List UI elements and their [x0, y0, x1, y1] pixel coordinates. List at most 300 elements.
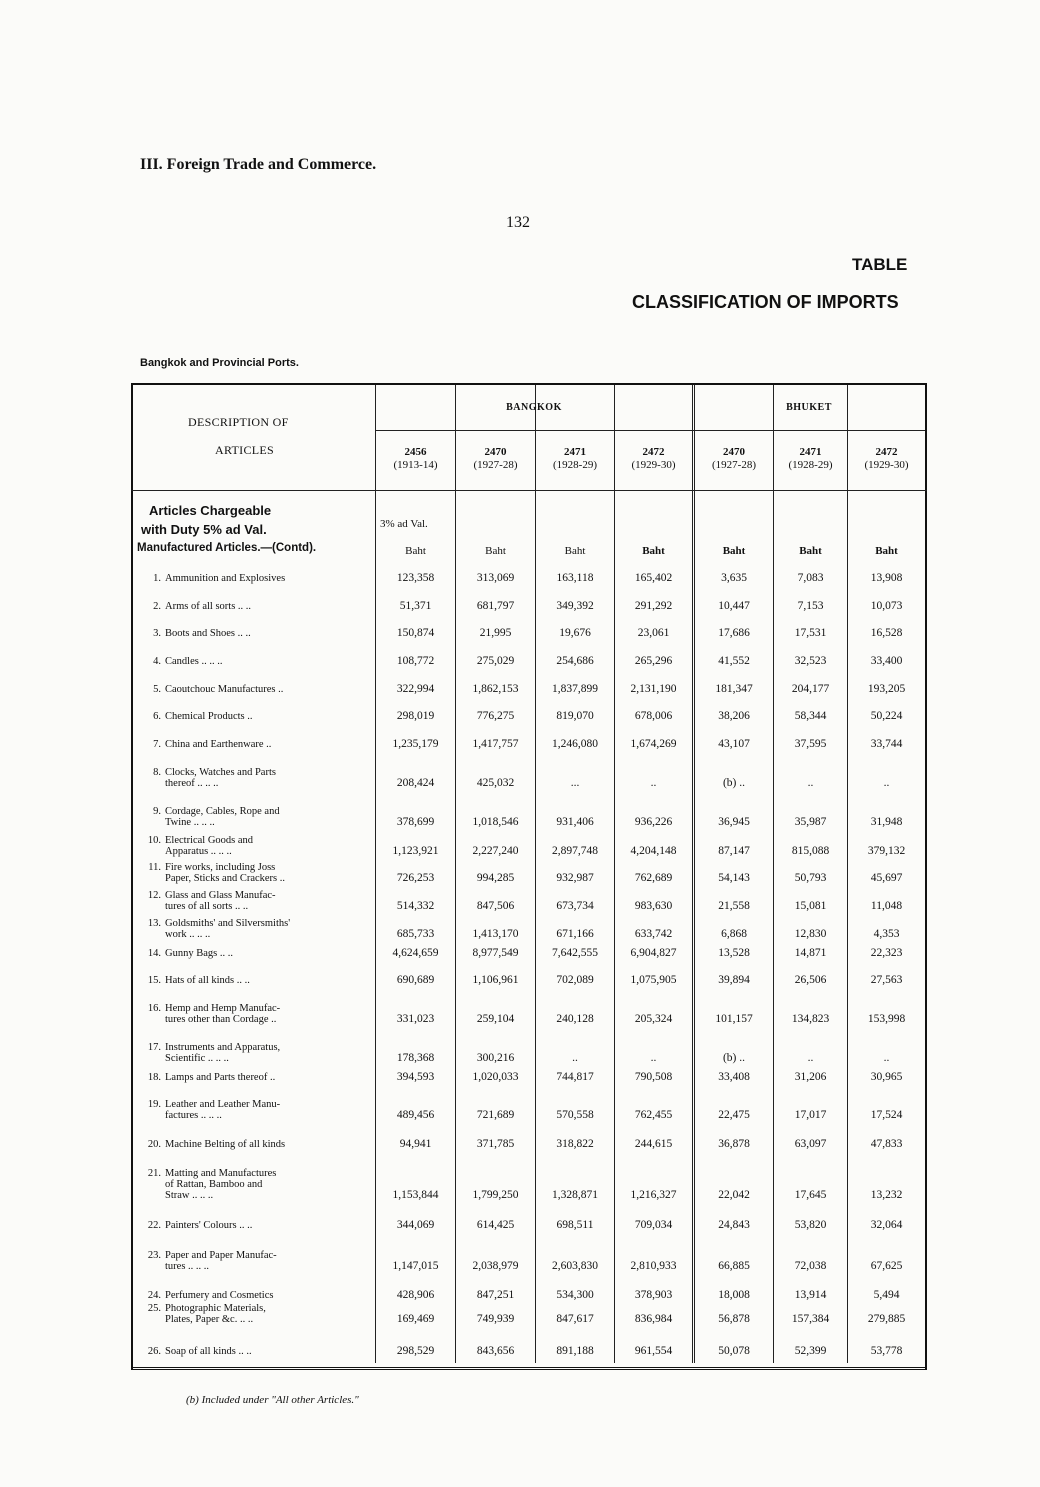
table-cell: 847,251: [476, 1289, 515, 1301]
row-description: [137, 573, 367, 584]
row-description: [137, 1099, 367, 1121]
row-description-line: Leather and Leather Manu-: [165, 1099, 281, 1110]
column-period: (1927-28): [473, 459, 518, 471]
table-cell: 13,232: [870, 1189, 903, 1201]
row-description: [137, 656, 367, 667]
row-description-line: Hemp and Hemp Manufac-: [165, 1003, 281, 1014]
row-description-line: Photographic Materials,: [165, 1303, 266, 1314]
unit-label: Baht: [564, 545, 586, 557]
table-cell: 762,455: [634, 1109, 673, 1121]
row-description-line: China and Earthenware ..: [165, 739, 272, 750]
row-description: [137, 684, 367, 695]
row-description: [137, 1072, 367, 1083]
table-cell: 17,017: [794, 1109, 827, 1121]
row-number: 17.: [147, 1042, 161, 1053]
row-number: 10.: [147, 835, 161, 846]
row-description-line: Cordage, Cables, Rope and: [165, 806, 280, 817]
table-cell: 4,624,659: [392, 947, 439, 959]
table-cell: ..: [883, 1052, 890, 1064]
table-cell: 843,656: [476, 1345, 515, 1357]
row-description-first: [137, 918, 367, 929]
group-header-bhuket: BHUKET: [786, 402, 832, 413]
row-description-first: [137, 975, 367, 986]
table-cell: (b) ..: [722, 777, 746, 789]
category-line: Manufactured Articles.—(Contd).: [137, 542, 317, 554]
table-cell: 291,292: [634, 600, 673, 612]
row-description-line: Painters' Colours .. ..: [165, 1220, 253, 1231]
row-description-line: Caoutchouc Manufactures ..: [165, 684, 284, 695]
row-description: [137, 711, 367, 722]
table-cell: 685,733: [396, 928, 435, 940]
row-description: [137, 948, 367, 959]
table-cell: 36,878: [718, 1138, 750, 1150]
column-period: (1929-30): [631, 459, 676, 471]
column-year: 2456: [404, 446, 427, 458]
table-cell: 38,206: [718, 710, 750, 722]
table-cell: 1,235,179: [392, 738, 439, 750]
table-cell: 2,810,933: [630, 1260, 677, 1272]
row-number: 8.: [153, 767, 161, 778]
table-cell: 50,224: [870, 710, 903, 722]
table-cell: 24,843: [718, 1219, 750, 1231]
table-label: TABLE: [852, 255, 908, 274]
table-cell: 1,862,153: [472, 683, 519, 695]
table-cell: 50,793: [794, 872, 827, 884]
row-number: 13.: [147, 918, 161, 929]
column-header: [376, 446, 455, 472]
table-cell: 31,948: [870, 816, 903, 828]
table-cell: 1,020,033: [472, 1071, 519, 1083]
table-cell: 671,166: [556, 928, 594, 940]
table-cell: 13,914: [794, 1289, 827, 1301]
table-cell: 726,253: [396, 872, 435, 884]
table-cell: 67,625: [870, 1260, 903, 1272]
table-cell: 1,147,015: [392, 1260, 439, 1272]
table-cell: 322,994: [396, 683, 435, 695]
column-period: (1913-14): [393, 459, 438, 471]
row-description-first: [137, 835, 367, 846]
table-cell: 8,977,549: [472, 947, 519, 959]
table-border-left: [131, 383, 133, 1369]
table-cell: 2,038,979: [472, 1260, 519, 1272]
row-number: 23.: [147, 1250, 161, 1261]
column-header: [695, 446, 773, 472]
table-cell: 994,285: [476, 872, 515, 884]
table-cell: 681,797: [476, 600, 515, 612]
row-description: [137, 1250, 367, 1272]
row-description-line: Glass and Glass Manufac-: [165, 890, 276, 901]
row-number: 24.: [147, 1290, 161, 1301]
table-cell: 298,019: [396, 710, 435, 722]
row-number: 18.: [147, 1072, 161, 1083]
table-cell: 1,837,899: [552, 683, 598, 695]
table-cell: 17,524: [870, 1109, 903, 1121]
row-number: 15.: [147, 975, 161, 986]
table-cell: 27,563: [870, 974, 903, 986]
row-description-first: [137, 1346, 367, 1357]
row-description: [137, 739, 367, 750]
table-cell: 313,069: [476, 572, 515, 584]
table-cell: 43,107: [718, 738, 750, 750]
row-description-line: tures other than Cordage ..: [165, 1014, 277, 1025]
table-cell: 13,908: [870, 572, 903, 584]
table-cell: 47,833: [870, 1138, 903, 1150]
row-description: [137, 628, 367, 639]
group-divider: [375, 430, 925, 431]
description-header-line1: DESCRIPTION OF: [188, 415, 289, 429]
table-cell: 1,799,250: [472, 1189, 519, 1201]
table-cell: 7,083: [797, 572, 824, 584]
row-description-first: [137, 1003, 367, 1014]
column-year: 2471: [799, 446, 822, 458]
column-year: 2470: [484, 446, 507, 458]
table-cell: 378,699: [396, 816, 435, 828]
row-description-first: [137, 890, 367, 901]
table-cell: 936,226: [634, 816, 673, 828]
table-cell: 790,508: [634, 1071, 673, 1083]
row-description: [137, 862, 367, 884]
row-description: [137, 1346, 367, 1357]
row-description-line: Arms of all sorts .. ..: [165, 601, 252, 612]
column-header: [456, 446, 535, 472]
table-cell: 10,073: [870, 600, 903, 612]
row-description-line: Twine .. .. ..: [165, 817, 215, 828]
unit-label: Baht: [799, 545, 822, 557]
row-description-line: Ammunition and Explosives: [165, 573, 286, 584]
row-description-first: [137, 1139, 367, 1150]
table-cell: 63,097: [794, 1138, 827, 1150]
row-description-first: [137, 1072, 367, 1083]
table-cell: ..: [883, 777, 890, 789]
table-cell: 12,830: [794, 928, 827, 940]
row-description-line: of Rattan, Bamboo and: [165, 1179, 263, 1190]
table-cell: 1,674,269: [630, 738, 677, 750]
table-cell: ..: [572, 1052, 578, 1064]
table-cell: 534,300: [556, 1289, 594, 1301]
table-cell: 371,785: [476, 1138, 515, 1150]
row-description-first: [137, 1220, 367, 1231]
row-number: 11.: [148, 862, 161, 873]
table-cell: 193,205: [867, 683, 906, 695]
table-cell: 11,048: [870, 900, 903, 912]
table-cell: (b) ..: [722, 1052, 746, 1064]
table-cell: 259,104: [476, 1013, 515, 1025]
table-cell: 205,324: [634, 1013, 673, 1025]
table-cell: 1,216,327: [630, 1189, 677, 1201]
table-cell: 39,894: [718, 974, 750, 986]
unit-label: Baht: [405, 545, 426, 557]
row-number: 20.: [147, 1139, 161, 1150]
table-cell: 265,296: [634, 655, 673, 667]
table-cell: 94,941: [399, 1138, 432, 1150]
table-cell: 14,871: [794, 947, 827, 959]
header-divider: [131, 490, 927, 491]
table-cell: 776,275: [476, 710, 515, 722]
table-cell: 21,558: [718, 900, 750, 912]
table-cell: 1,075,905: [630, 974, 677, 986]
column-header: [848, 446, 925, 472]
row-description-first: [137, 739, 367, 750]
table-cell: 169,469: [396, 1313, 435, 1325]
table-cell: 101,157: [715, 1013, 753, 1025]
table-cell: 52,399: [794, 1345, 827, 1357]
row-description-first: [137, 862, 367, 873]
row-description: [137, 1003, 367, 1025]
ports-label: Bangkok and Provincial Ports.: [140, 357, 299, 369]
table-cell: 344,069: [396, 1219, 435, 1231]
table-cell: 1,123,921: [392, 845, 439, 857]
table-cell: 66,885: [718, 1260, 750, 1272]
table-cell: 298,529: [396, 1345, 435, 1357]
table-cell: 819,070: [556, 710, 594, 722]
row-description-line: Fire works, including Joss: [165, 862, 276, 873]
table-cell: 932,987: [556, 872, 594, 884]
table-cell: 32,064: [870, 1219, 903, 1231]
row-number: 1.: [153, 573, 161, 584]
table-cell: 2,227,240: [472, 845, 519, 857]
table-cell: 318,822: [556, 1138, 594, 1150]
row-description: [137, 1042, 367, 1064]
table-cell: 26,506: [794, 974, 827, 986]
table-cell: 181,347: [715, 683, 753, 695]
table-cell: 514,332: [396, 900, 435, 912]
table-cell: 983,630: [634, 900, 673, 912]
description-header-line2: ARTICLES: [215, 443, 275, 457]
table-title: CLASSIFICATION OF IMPORTS: [632, 292, 899, 312]
table-cell: 836,984: [634, 1313, 673, 1325]
row-description-line: factures .. .. ..: [165, 1110, 222, 1121]
category-line: with Duty 5% ad Val.: [141, 522, 267, 537]
table-cell: 56,878: [718, 1313, 750, 1325]
column-header: [536, 446, 614, 472]
table-cell: 22,475: [718, 1109, 750, 1121]
footnote: (b) Included under "All other Articles.": [186, 1394, 359, 1406]
column-header: [615, 446, 692, 472]
row-description-first: [137, 656, 367, 667]
row-description-first: [137, 601, 367, 612]
row-number: 2.: [153, 601, 161, 612]
row-description-first: [137, 1042, 367, 1053]
table-cell: ..: [807, 1052, 814, 1064]
row-number: 26.: [147, 1346, 161, 1357]
table-cell: 35,987: [794, 816, 827, 828]
table-cell: 6,868: [721, 928, 747, 940]
table-cell: 614,425: [476, 1219, 515, 1231]
table-cell: 17,645: [794, 1189, 827, 1201]
table-cell: 762,689: [634, 872, 673, 884]
table-border-right: [925, 383, 927, 1369]
table-cell: 275,029: [476, 655, 515, 667]
row-description-first: [137, 1099, 367, 1110]
table-cell: 709,034: [634, 1219, 673, 1231]
table-cell: 721,689: [476, 1109, 515, 1121]
table-cell: 4,353: [873, 928, 900, 940]
table-cell: 3,635: [721, 572, 747, 584]
unit-label: Baht: [485, 545, 506, 557]
table-cell: 53,820: [794, 1219, 827, 1231]
row-description: [137, 890, 367, 912]
table-cell: 31,206: [794, 1071, 827, 1083]
table-cell: 163,118: [556, 572, 594, 584]
row-description: [137, 975, 367, 986]
row-number: 14.: [147, 948, 161, 959]
table-cell: 54,143: [718, 872, 750, 884]
row-description-line: Scientific .. .. ..: [165, 1053, 229, 1064]
row-description-line: Perfumery and Cosmetics: [165, 1290, 274, 1301]
table-cell: 178,368: [396, 1052, 435, 1064]
table-cell: 153,998: [867, 1013, 906, 1025]
section-title: III. Foreign Trade and Commerce.: [140, 156, 377, 173]
table-cell: 165,402: [634, 572, 673, 584]
table-cell: 41,552: [718, 655, 750, 667]
row-description-first: [137, 1168, 367, 1179]
table-cell: 123,358: [396, 572, 435, 584]
table-cell: 1,153,844: [392, 1189, 439, 1201]
row-description: [137, 1290, 367, 1301]
table-cell: 7,153: [797, 600, 824, 612]
table-cell: 394,593: [396, 1071, 435, 1083]
duty-note: 3% ad Val.: [380, 518, 428, 530]
row-description-line: Straw .. .. ..: [165, 1190, 214, 1201]
column-period: (1928-29): [788, 459, 833, 471]
row-description: [137, 806, 367, 828]
table-cell: 1,417,757: [472, 738, 519, 750]
row-description-line: Apparatus .. .. ..: [165, 846, 232, 857]
row-description-line: Chemical Products ..: [165, 711, 253, 722]
table-cell: 744,817: [556, 1071, 594, 1083]
page-number: 132: [506, 214, 530, 231]
table-cell: 134,823: [791, 1013, 830, 1025]
row-number: 4.: [153, 656, 161, 667]
table-cell: 5,494: [873, 1289, 900, 1301]
row-description-line: Hats of all kinds .. ..: [165, 975, 250, 986]
category-heading: [137, 501, 316, 558]
table-cell: 425,032: [476, 777, 515, 789]
table-cell: 2,897,748: [552, 845, 598, 857]
table-cell: 1,328,871: [552, 1189, 598, 1201]
table-border-bottom: [131, 1367, 927, 1370]
row-number: 5.: [153, 684, 161, 695]
row-description-first: [137, 684, 367, 695]
table-cell: 2,603,830: [552, 1260, 598, 1272]
table-cell: ..: [650, 777, 657, 789]
row-description-first: [137, 1303, 367, 1314]
row-description-line: Electrical Goods and: [165, 835, 254, 846]
row-description-line: Plates, Paper &c. .. ..: [165, 1314, 254, 1325]
table-cell: 53,778: [870, 1345, 903, 1357]
table-cell: 21,995: [479, 627, 512, 639]
row-description-first: [137, 711, 367, 722]
table-cell: 690,689: [396, 974, 435, 986]
table-cell: 204,177: [791, 683, 830, 695]
table-cell: 17,531: [794, 627, 827, 639]
table-cell: 4,204,148: [630, 845, 677, 857]
table-cell: 18,008: [718, 1289, 750, 1301]
table-cell: 1,246,080: [552, 738, 598, 750]
table-cell: ...: [570, 777, 580, 789]
row-number: 3.: [153, 628, 161, 639]
row-description: [137, 1220, 367, 1231]
table-cell: 22,323: [870, 947, 903, 959]
table-cell: 961,554: [634, 1345, 673, 1357]
row-description-line: Paper and Paper Manufac-: [165, 1250, 277, 1261]
row-description-line: Soap of all kinds .. ..: [165, 1346, 252, 1357]
table-cell: 32,523: [794, 655, 827, 667]
table-border-top: [131, 383, 927, 385]
row-number: 25.: [147, 1303, 161, 1314]
row-description-first: [137, 948, 367, 959]
table-cell: 33,400: [870, 655, 903, 667]
table-cell: 847,506: [476, 900, 515, 912]
category-line: Articles Chargeable: [149, 503, 272, 518]
row-number: 6.: [153, 711, 161, 722]
table-cell: 15,081: [794, 900, 827, 912]
table-cell: 847,617: [556, 1313, 594, 1325]
table-cell: 633,742: [634, 928, 673, 940]
column-year: 2471: [564, 446, 586, 458]
table-cell: 279,885: [867, 1313, 906, 1325]
table-cell: 678,006: [634, 710, 673, 722]
table-cell: 244,615: [634, 1138, 673, 1150]
table-cell: 931,406: [556, 816, 594, 828]
row-description-line: Matting and Manufactures: [165, 1168, 277, 1179]
table-cell: 23,061: [637, 627, 670, 639]
row-number: 22.: [147, 1220, 161, 1231]
table-cell: 58,344: [794, 710, 827, 722]
column-year: 2472: [875, 446, 898, 458]
table-cell: 240,128: [556, 1013, 594, 1025]
table-cell: 33,408: [718, 1071, 750, 1083]
table-cell: 254,686: [556, 655, 594, 667]
table-cell: 1,413,170: [472, 928, 519, 940]
table-cell: 428,906: [396, 1289, 435, 1301]
column-year: 2470: [723, 446, 745, 458]
table-cell: 30,965: [870, 1071, 903, 1083]
row-description-line: tures of all sorts .. ..: [165, 901, 249, 912]
row-description: [137, 767, 367, 789]
table-cell: 37,595: [794, 738, 827, 750]
row-description-line: Boots and Shoes .. ..: [165, 628, 251, 639]
table-cell: 891,188: [556, 1345, 594, 1357]
table-cell: 749,939: [476, 1313, 515, 1325]
row-description-line: Gunny Bags .. ..: [165, 948, 233, 959]
table-cell: 2,131,190: [630, 683, 677, 695]
row-description-line: Machine Belting of all kinds: [165, 1139, 286, 1150]
row-description-line: Lamps and Parts thereof ..: [165, 1072, 276, 1083]
row-description: [137, 1303, 367, 1325]
table-cell: ..: [807, 777, 814, 789]
column-year: 2472: [642, 446, 665, 458]
table-cell: 157,384: [791, 1313, 830, 1325]
row-description-line: tures .. .. ..: [165, 1261, 210, 1272]
row-number: 7.: [153, 739, 161, 750]
table-cell: 7,642,555: [552, 947, 598, 959]
table-cell: 1,106,961: [472, 974, 519, 986]
row-description-first: [137, 628, 367, 639]
row-description-line: Goldsmiths' and Silversmiths': [165, 918, 291, 929]
row-number: 16.: [147, 1003, 161, 1014]
column-period: (1928-29): [553, 459, 597, 471]
unit-label: Baht: [875, 545, 898, 557]
row-number: 21.: [147, 1168, 161, 1179]
row-description: [137, 918, 367, 940]
table-cell: 33,744: [870, 738, 903, 750]
row-description-first: [137, 1250, 367, 1261]
row-description-line: thereof .. .. ..: [165, 778, 219, 789]
table-cell: 19,676: [559, 627, 591, 639]
table-cell: 208,424: [396, 777, 435, 789]
row-description: [137, 835, 367, 857]
